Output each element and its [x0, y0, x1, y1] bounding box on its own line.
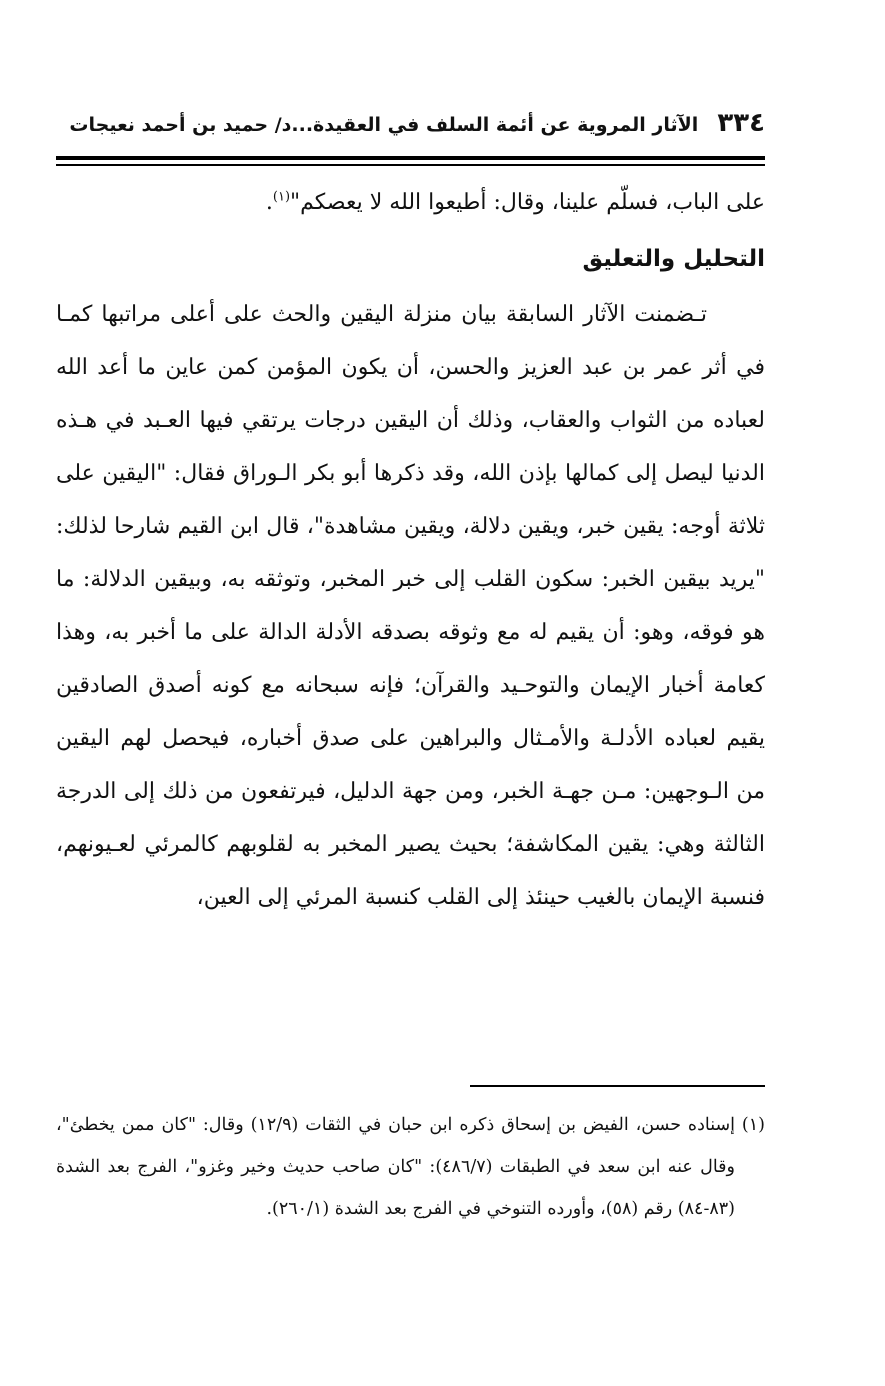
footnote-reference: (١): [272, 189, 291, 205]
running-header: [56, 108, 765, 158]
header-rule-thin: [56, 164, 765, 166]
main-text: [56, 176, 765, 924]
running-title: الآثار المروية عن أئمة السلف في العقيدة...د/ حميد بن أحمد نعيجات: [69, 114, 699, 136]
opening-line: [56, 176, 765, 229]
header-rule-thick: [56, 156, 765, 160]
footnote: (١) إسناده حسن، الفيض بن إسحاق ذكره ابن حبان في الثقات (١٢/٩) وقال: "كان ممن يخطئ"، وقال عنه ابن سعد في الطبقات (٤٨٦/٧): "كان صاحب حديث وخير وغزو"، الفرج بعد الشدة (٨٣-٨٤) رقم (٥٨)، وأورده التنوخي في الفرج بعد الشدة (٢٦٠/١).: [56, 1115, 765, 1219]
section-heading: التحليل والتعليق: [582, 246, 765, 272]
opening-line-text: على الباب، فسلّم علينا، وقال: أطيعوا الله لا يعصكم": [290, 190, 765, 215]
footnote-separator: [470, 1085, 765, 1087]
opening-line-end: .: [265, 190, 273, 215]
body-paragraph: تـضمنت الآثار السابقة بيان منزلة اليقين والحث على أعلى مراتبها كمـا في أثر عمر بن عبد العزيز والحسن، أن يكون المؤمن كمن عاين ما أعد الله لعباده من الثواب والعقاب، وذلك أن اليقين درجات يرتقي فيها العـبد في هـذه الدنيا ليصل إلى كمالها بإذن الله، وقد ذكرها أبو بكر الـوراق فقال: "اليقين على ثلاثة أوجه: يقين خبر، ويقين دلالة، ويقين مشاهدة"، قال ابن القيم شارحا لذلك: "يريد بيقين الخبر: سكون القلب إلى خبر المخبر، وتوثقه به، وبيقين الدلالة: ما هو فوقه، وهو: أن يقيم له مع وثوقه بصدقه الأدلة الدالة على ما أخبر به، وهذا كعامة أخبار الإيمان والتوحـيد والقرآن؛ فإنه سبحانه مع كونه أصدق الصادقين يقيم لعباده الأدلـة والأمـثال والبراهين على صدق أخباره، فيحصل لهم اليقين من الـوجهين: مـن جهـة الخبر، ومن جهة الدليل، فيرتفعون من ذلك إلى الدرجة الثالثة وهي: يقين المكاشفة؛ بحيث يصير المخبر به لقلوبهم كالمرئي لعـيونهم، فنسبة الإيمان بالغيب حينئذ إلى القلب كنسبة المرئي إلى العين،: [56, 302, 765, 910]
page-number: ٣٣٤: [717, 108, 765, 138]
